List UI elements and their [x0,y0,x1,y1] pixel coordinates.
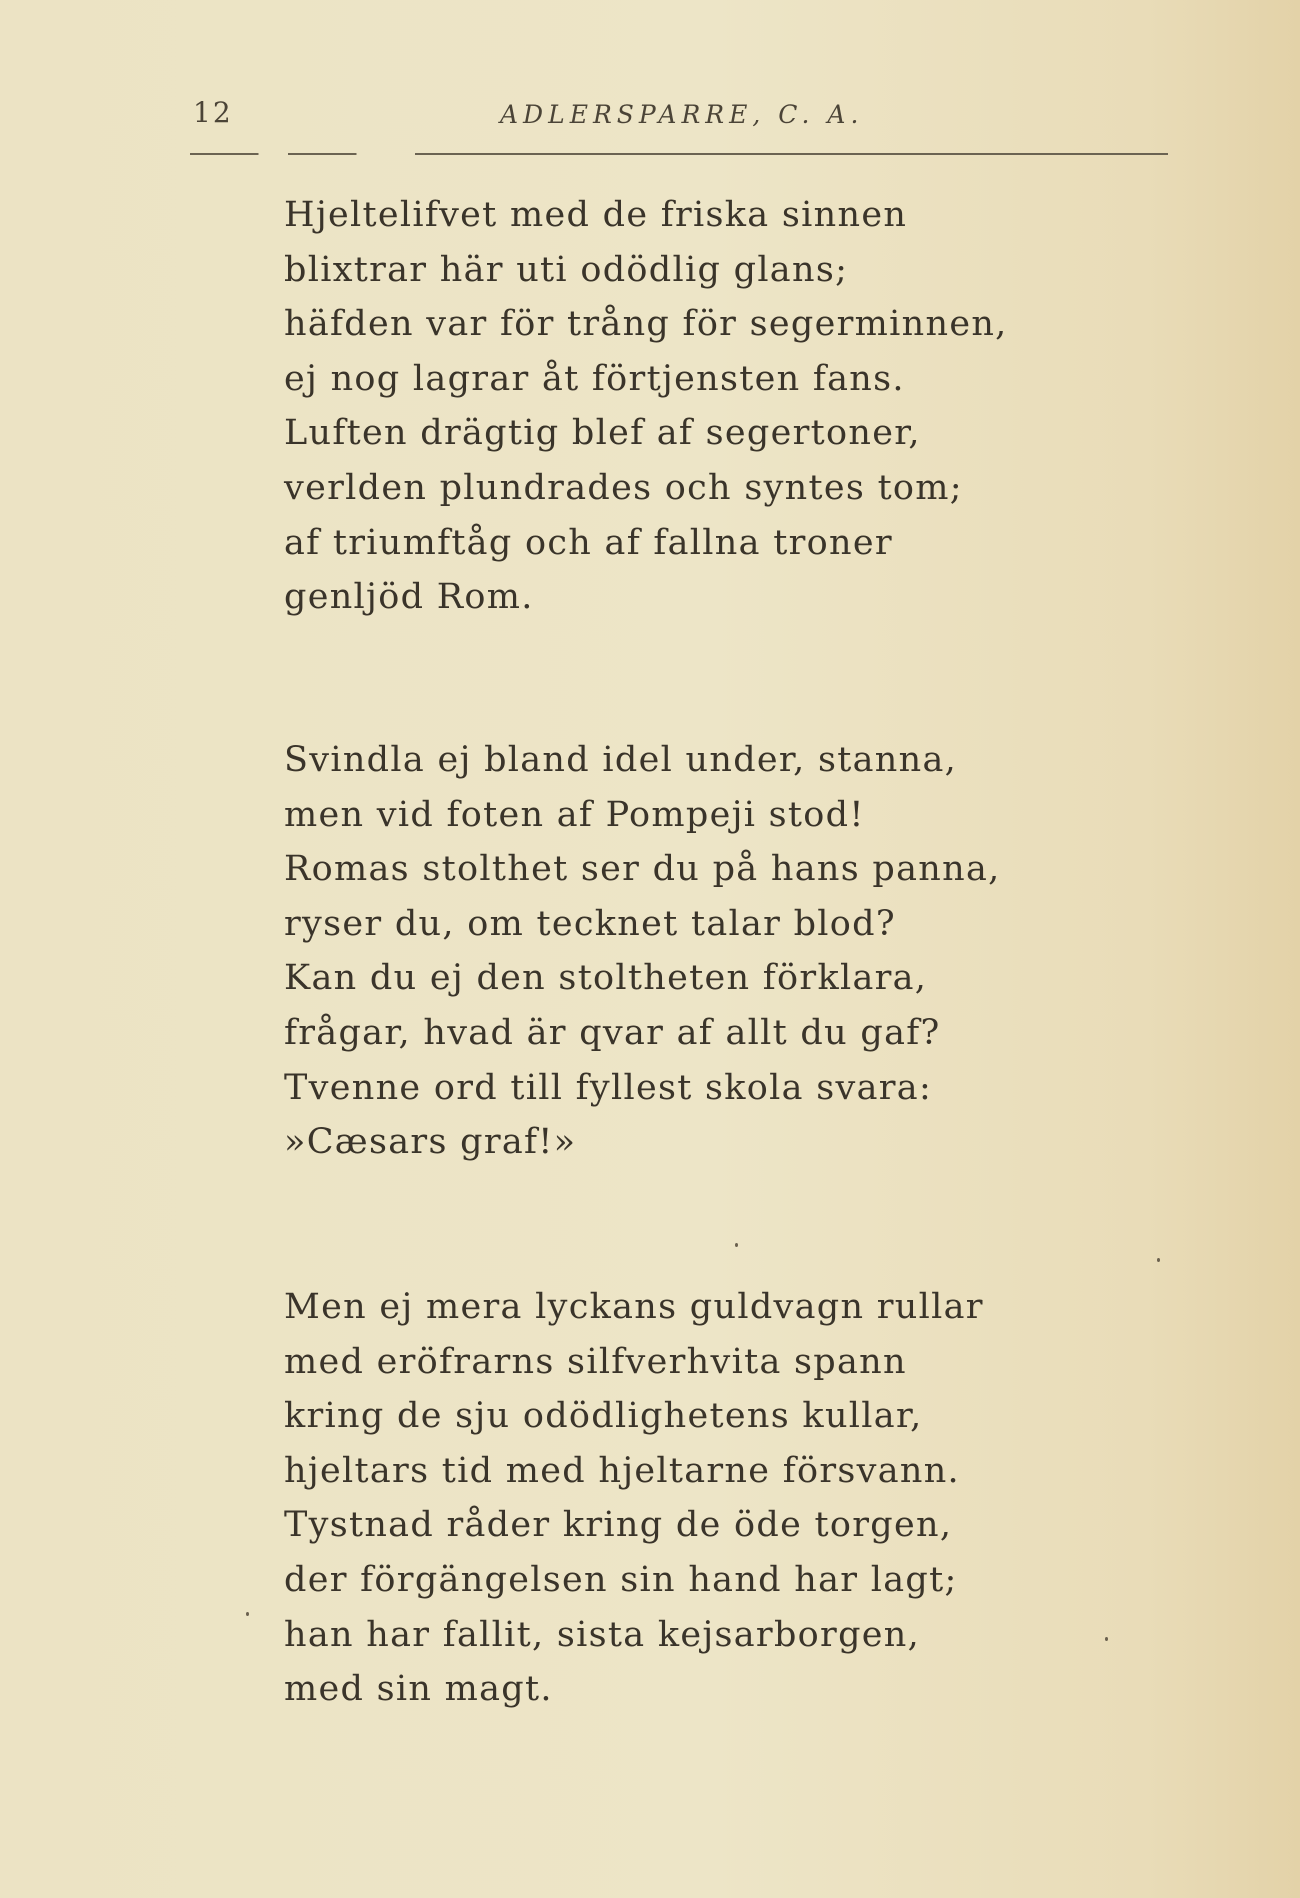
verse-line: med eröfrarns silfverhvita spann [284,1341,907,1382]
verse-line: Tvenne ord till fyllest skola svara: [284,1067,933,1108]
verse-line: genljöd Rom. [284,577,534,618]
stanza-2 [284,733,1001,1170]
verse-line: Men ej mera lyckans guldvagn rullar [284,1287,984,1327]
verse-line: ryser du, om tecknet talar blod? [284,903,896,944]
verse-line: häfden var för trång för segerminnen, [284,304,1008,345]
verse-line: Luften drägtig blef af segertoner, [284,413,921,454]
paper-speck [735,1243,738,1247]
verse-line: Svindla ej bland idel under, stanna, [284,740,958,780]
verse-line: Romas stolthet ser du på hans panna, [284,849,1001,890]
header-rule [190,153,1168,155]
verse-line: verlden plundrades och syntes tom; [284,467,963,508]
verse-line: han har fallit, sista kejsarborgen, [284,1614,921,1655]
verse-line: der förgängelsen sin hand har lagt; [284,1559,958,1600]
paper-speck [1105,1637,1108,1641]
verse-line: Kan du ej den stoltheten förklara, [284,958,928,999]
verse-line: men vid foten af Pompeji stod! [284,794,865,835]
verse-line: Tystnad råder kring de öde torgen, [284,1505,953,1546]
verse-line: Hjeltelifvet med de friska sinnen [284,195,908,235]
stanza-1 [284,188,1008,625]
paper-speck [1157,1258,1160,1262]
verse-line: med sin magt. [284,1669,553,1710]
running-head: ADLERSPARRE, C. A. [500,100,864,129]
page-number: 12 [193,96,233,129]
verse-line: kring de sju odödlighetens kullar, [284,1396,923,1437]
verse-line: hjeltars tid med hjeltarne försvann. [284,1450,960,1491]
verse-line: frågar, hvad är qvar af allt du gaf? [284,1012,941,1053]
verse-line: »Cæsars graf!» [284,1122,577,1163]
stanza-3 [284,1280,984,1717]
verse-line: ej nog lagrar åt förtjensten fans. [284,358,905,399]
paper-speck [246,1612,249,1616]
verse-line: blixtrar här uti odödlig glans; [284,249,849,290]
verse-line: af triumftåg och af fallna troner [284,522,893,563]
